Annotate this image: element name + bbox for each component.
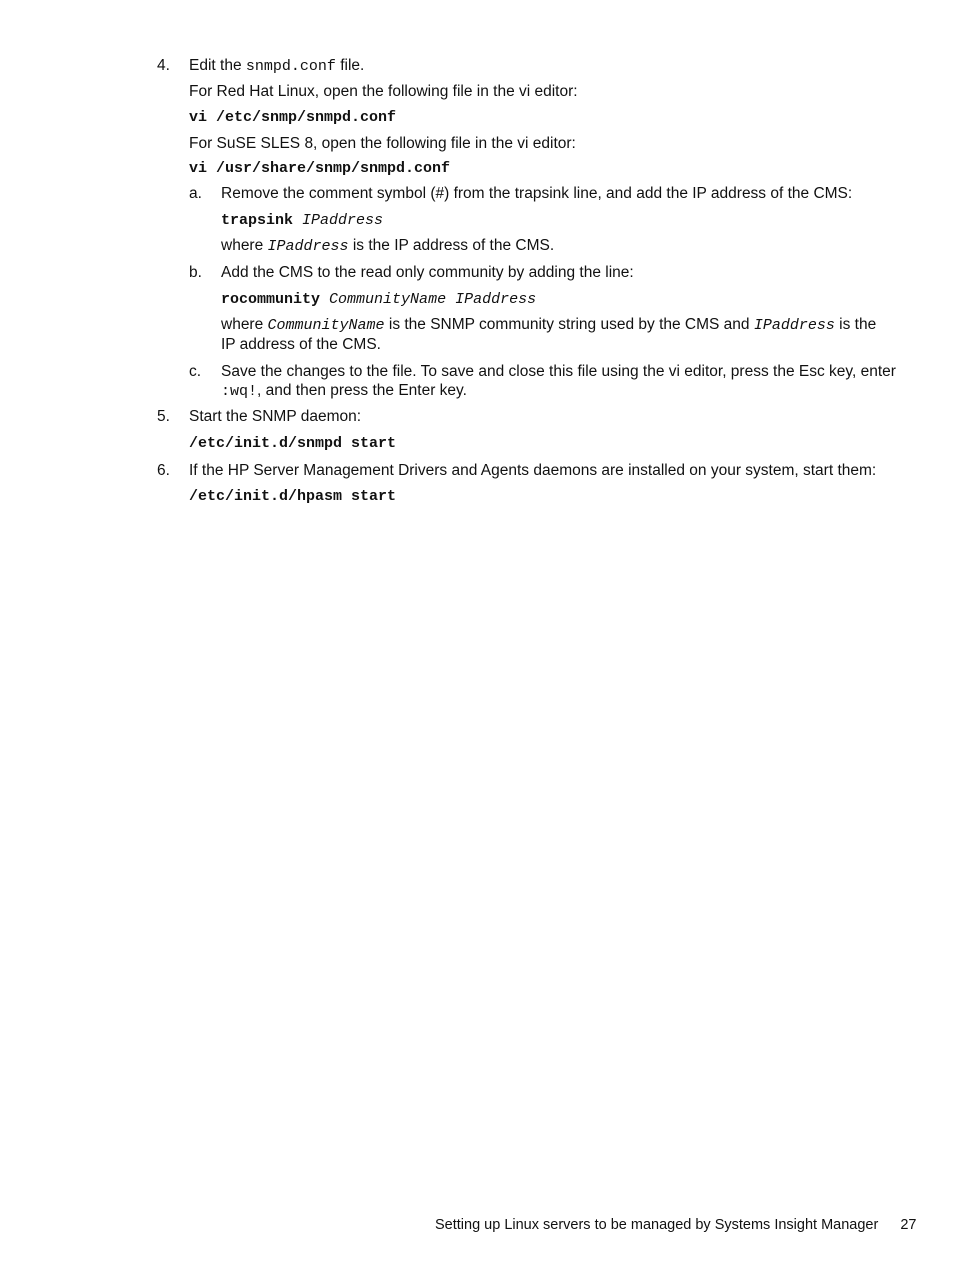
step-6-text: If the HP Server Management Drivers and Agents daemons are installed on your system, start them: — [189, 462, 877, 479]
where-mid: is the SNMP community string used by the CMS and — [384, 316, 754, 333]
trapsink-command — [221, 211, 383, 231]
snmpd-start-command: /etc/init.d/snmpd start — [189, 435, 397, 452]
page-footer — [435, 1215, 916, 1235]
where-post: is the — [834, 316, 877, 333]
substep-a-where — [221, 236, 554, 257]
step-4-intro-pre: Edit the — [189, 57, 246, 74]
ipaddress-code: IPaddress — [753, 317, 835, 334]
wq-code: :wq! — [221, 383, 258, 400]
suse-command: vi /usr/share/snmp/snmpd.conf — [189, 160, 451, 177]
substep-b-where — [221, 315, 876, 336]
step-4-intro-post: file. — [335, 57, 365, 74]
substep-c-line2-post: , and then press the Enter key. — [257, 382, 467, 399]
rocommunity-command — [221, 290, 536, 310]
redhat-command: vi /etc/snmp/snmpd.conf — [189, 109, 397, 126]
step-4-intro — [189, 56, 364, 77]
step-5-text: Start the SNMP daemon: — [189, 408, 362, 425]
trapsink-arg: IPaddress — [302, 212, 384, 229]
communityname-code: CommunityName — [267, 317, 385, 334]
trapsink-keyword: trapsink — [221, 212, 294, 229]
substep-c-line2 — [221, 381, 467, 402]
step-number-5: 5. — [157, 408, 170, 425]
substep-a-text: Remove the comment symbol (#) from the trapsink line, and add the IP address of the CMS: — [221, 185, 853, 202]
redhat-instruction: For Red Hat Linux, open the following file in the vi editor: — [189, 83, 578, 100]
step-number-4: 4. — [157, 57, 170, 74]
substep-c-line1: Save the changes to the file. To save and close this file using the vi editor, press the Esc key, enter — [221, 363, 896, 380]
rocommunity-keyword: rocommunity — [221, 291, 321, 308]
substep-letter-b: b. — [189, 264, 202, 281]
page-number: 27 — [900, 1217, 917, 1233]
rocommunity-args: CommunityName IPaddress — [329, 291, 537, 308]
ipaddress-code: IPaddress — [267, 238, 349, 255]
hpasm-start-command: /etc/init.d/hpasm start — [189, 488, 397, 505]
substep-b-text: Add the CMS to the read only community by adding the line: — [221, 264, 634, 281]
step-number-6: 6. — [157, 462, 170, 479]
where-pre: where — [221, 237, 268, 254]
where-post: is the IP address of the CMS. — [348, 237, 555, 254]
where-pre: where — [221, 316, 268, 333]
footer-title: Setting up Linux servers to be managed by Systems Insight Manager — [435, 1217, 879, 1233]
snmpd-conf-code: snmpd.conf — [245, 58, 336, 75]
substep-b-where-line2: IP address of the CMS. — [221, 336, 381, 353]
suse-instruction: For SuSE SLES 8, open the following file in the vi editor: — [189, 135, 576, 152]
substep-letter-c: c. — [189, 363, 202, 380]
substep-letter-a: a. — [189, 185, 202, 202]
